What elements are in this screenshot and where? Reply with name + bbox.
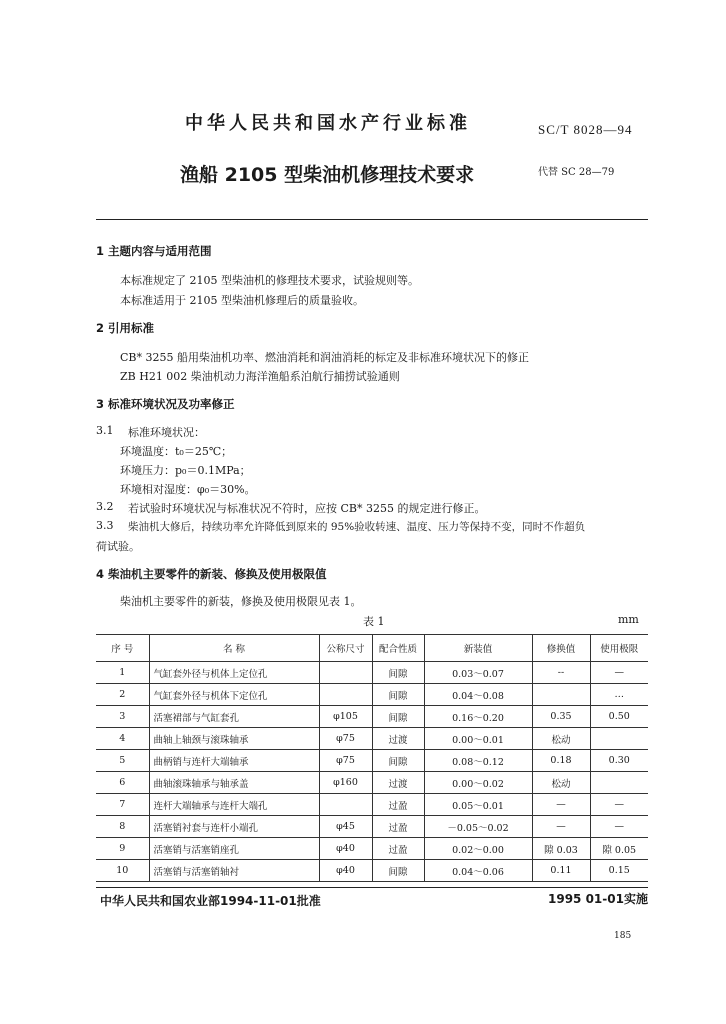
row-index: 1 — [96, 662, 149, 684]
row-fit-type: 过渡 — [372, 728, 424, 750]
header-service-limit: 使用极限 — [590, 635, 648, 662]
row-repair-value: — — [532, 794, 590, 816]
row-service-limit: — — [590, 816, 648, 838]
row-repair-value: 0.18 — [532, 750, 590, 772]
row-nominal-size — [319, 794, 372, 816]
section-1-heading: 1 主题内容与适用范围 — [96, 244, 212, 258]
row-part-name: 活塞裙部与气缸套孔 — [149, 706, 319, 728]
row-fit-type: 间隙 — [372, 706, 424, 728]
table-row — [96, 728, 648, 750]
footer-rule — [96, 887, 648, 888]
header-fit-type: 配合性质 — [372, 635, 424, 662]
table-row — [96, 662, 648, 684]
row-repair-value: 松动 — [532, 772, 590, 794]
row-part-name: 活塞销与活塞销轴衬 — [149, 860, 319, 882]
row-service-limit: 0.50 — [590, 706, 648, 728]
row-nominal-size: φ105 — [319, 706, 372, 728]
row-index: 7 — [96, 794, 149, 816]
row-nominal-size: φ160 — [319, 772, 372, 794]
clause-3-2-text: 若试验时环境状况与标准状况不符时，应按 CB* 3255 的规定进行修正。 — [128, 502, 486, 515]
table-row — [96, 794, 648, 816]
row-new-value: 0.16～0.20 — [424, 706, 532, 728]
table-unit: mm — [618, 613, 639, 626]
row-index: 4 — [96, 728, 149, 750]
header-repair-value: 修换值 — [532, 635, 590, 662]
row-part-name: 气缸套外径与机体下定位孔 — [149, 684, 319, 706]
clause-3-2-number: 3.2 — [96, 500, 114, 513]
section-2-heading: 2 引用标准 — [96, 321, 155, 335]
row-service-limit: … — [590, 684, 648, 706]
row-fit-type: 间隙 — [372, 662, 424, 684]
row-new-value: 0.00～0.01 — [424, 728, 532, 750]
row-service-limit: — — [590, 662, 648, 684]
row-nominal-size: φ40 — [319, 860, 372, 882]
row-index: 5 — [96, 750, 149, 772]
parts-limits-table — [96, 634, 648, 882]
row-nominal-size — [319, 662, 372, 684]
row-part-name: 曲轴滚珠轴承与轴承盖 — [149, 772, 319, 794]
row-repair-value: 松动 — [532, 728, 590, 750]
section-1-paragraph-2: 本标准适用于 2105 型柴油机修理后的质量验收。 — [120, 294, 364, 307]
row-index: 6 — [96, 772, 149, 794]
row-nominal-size: φ75 — [319, 728, 372, 750]
section-1-paragraph-1: 本标准规定了 2105 型柴油机的修理技术要求，试验规则等。 — [120, 274, 419, 287]
row-new-value: 0.02～0.00 — [424, 838, 532, 860]
clause-3-1-number: 3.1 — [96, 424, 114, 437]
row-nominal-size: φ45 — [319, 816, 372, 838]
row-part-name: 活塞销与活塞销座孔 — [149, 838, 319, 860]
row-repair-value: 0.11 — [532, 860, 590, 882]
table-row — [96, 706, 648, 728]
row-part-name: 连杆大端轴承与连杆大端孔 — [149, 794, 319, 816]
header-rule — [96, 219, 648, 220]
clause-3-3-number: 3.3 — [96, 519, 114, 532]
row-repair-value: 隙 0.03 — [532, 838, 590, 860]
replaces-note: 代替 SC 28—79 — [538, 167, 615, 178]
row-service-limit — [590, 772, 648, 794]
document-title: 渔船 2105 型柴油机修理技术要求 — [180, 164, 475, 186]
reference-1: CB* 3255 船用柴油机功率、燃油消耗和润油消耗的标定及非标准环境状况下的修正 — [120, 351, 529, 364]
row-new-value: 0.03～0.07 — [424, 662, 532, 684]
header-nominal-size: 公称尺寸 — [319, 635, 372, 662]
row-fit-type: 过盈 — [372, 794, 424, 816]
row-service-limit — [590, 728, 648, 750]
row-index: 10 — [96, 860, 149, 882]
table-row — [96, 750, 648, 772]
row-nominal-size: φ40 — [319, 838, 372, 860]
standard-category-title: 中华人民共和国水产行业标准 — [185, 113, 471, 134]
header-index: 序 号 — [96, 635, 149, 662]
table-row — [96, 772, 648, 794]
approval-line: 中华人民共和国农业部1994-11-01批准 — [100, 894, 321, 908]
section-4-paragraph: 柴油机主要零件的新装，修换及使用极限见表 1。 — [120, 595, 362, 608]
row-nominal-size: φ75 — [319, 750, 372, 772]
table-caption: 表 1 — [363, 615, 385, 628]
row-part-name: 活塞销衬套与连杆小端孔 — [149, 816, 319, 838]
standard-code: SC/T 8028—94 — [538, 122, 633, 137]
row-fit-type: 间隙 — [372, 860, 424, 882]
row-index: 8 — [96, 816, 149, 838]
row-new-value: －0.05～0.02 — [424, 816, 532, 838]
row-index: 2 — [96, 684, 149, 706]
reference-2: ZB H21 002 柴油机动力海洋渔船系泊航行捕捞试验通则 — [120, 370, 400, 383]
header-new-value: 新装值 — [424, 635, 532, 662]
clause-3-3-text: 柴油机大修后，持续功率允许降低到原来的 95%验收转速、温度、压力等保持不变，同时不作超负 — [128, 521, 586, 533]
section-3-heading: 3 标准环境状况及功率修正 — [96, 397, 235, 411]
clause-3-1-text: 标准环境状况： — [128, 426, 205, 439]
table-row — [96, 684, 648, 706]
effective-date: 1995 01-01实施 — [548, 892, 648, 906]
header-name: 名 称 — [149, 635, 319, 662]
row-index: 3 — [96, 706, 149, 728]
environment-temperature: 环境温度：t₀＝25℃； — [120, 445, 233, 458]
row-fit-type: 间隙 — [372, 684, 424, 706]
environment-pressure: 环境压力：p₀＝0.1MPa； — [120, 464, 251, 477]
row-repair-value — [532, 684, 590, 706]
row-service-limit: 0.30 — [590, 750, 648, 772]
row-repair-value: — — [532, 816, 590, 838]
page-number: 185 — [614, 931, 632, 941]
row-new-value: 0.04～0.08 — [424, 684, 532, 706]
row-repair-value: -- — [532, 662, 590, 684]
environment-humidity: 环境相对湿度：φ₀＝30%。 — [120, 483, 256, 496]
row-new-value: 0.04～0.06 — [424, 860, 532, 882]
row-new-value: 0.00～0.02 — [424, 772, 532, 794]
row-index: 9 — [96, 838, 149, 860]
row-new-value: 0.08～0.12 — [424, 750, 532, 772]
row-service-limit: — — [590, 794, 648, 816]
row-fit-type: 间隙 — [372, 750, 424, 772]
row-fit-type: 过渡 — [372, 772, 424, 794]
table-row — [96, 838, 648, 860]
row-part-name: 曲柄销与连杆大端轴承 — [149, 750, 319, 772]
row-fit-type: 过盈 — [372, 838, 424, 860]
table-header-row — [96, 635, 648, 662]
row-part-name: 气缸套外径与机体上定位孔 — [149, 662, 319, 684]
table-row — [96, 816, 648, 838]
row-nominal-size — [319, 684, 372, 706]
row-service-limit: 0.15 — [590, 860, 648, 882]
row-service-limit: 隙 0.05 — [590, 838, 648, 860]
table-row — [96, 860, 648, 882]
section-4-heading: 4 柴油机主要零件的新装、修换及使用极限值 — [96, 567, 327, 581]
clause-3-3-text-continued: 荷试验。 — [96, 540, 140, 553]
row-repair-value: 0.35 — [532, 706, 590, 728]
row-part-name: 曲轴上轴颈与滚珠轴承 — [149, 728, 319, 750]
row-new-value: 0.05～0.01 — [424, 794, 532, 816]
row-fit-type: 过盈 — [372, 816, 424, 838]
